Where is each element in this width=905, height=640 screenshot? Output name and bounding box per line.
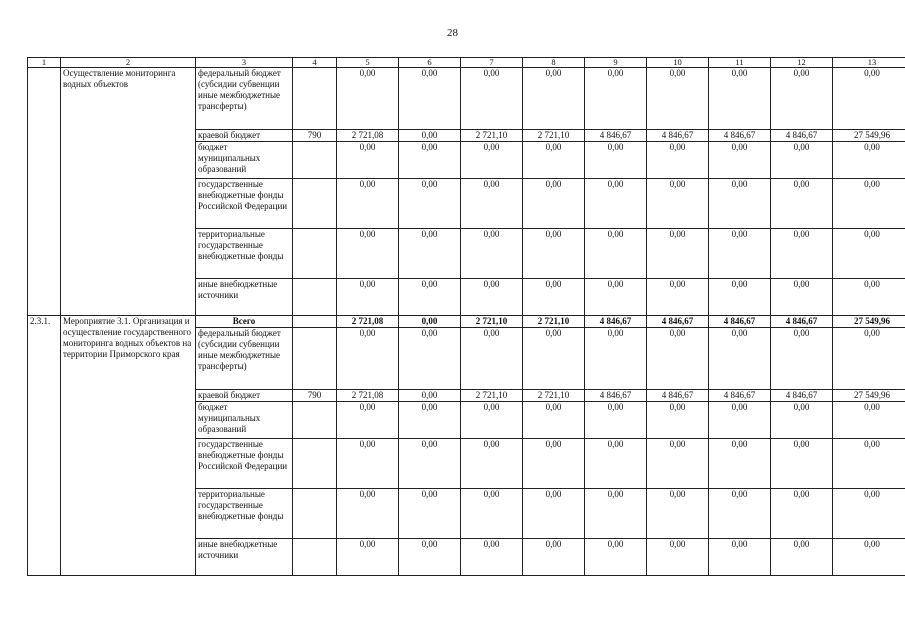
budget-code bbox=[293, 402, 337, 439]
header-cell-7: 7 bbox=[461, 58, 523, 68]
value-cell-col7: 0,00 bbox=[461, 328, 523, 390]
value-cell-col12: 4 846,67 bbox=[771, 130, 833, 142]
value-cell-col7: 0,00 bbox=[461, 68, 523, 130]
value-cell-col8: 0,00 bbox=[523, 328, 585, 390]
value-cell-col11: 0,00 bbox=[709, 402, 771, 439]
value-cell-col13: 0,00 bbox=[833, 142, 905, 179]
value-cell-col9: 0,00 bbox=[585, 402, 647, 439]
value-cell-col13: 0,00 bbox=[833, 539, 905, 576]
value-cell-col11: 0,00 bbox=[709, 539, 771, 576]
value-cell-col5: 0,00 bbox=[337, 229, 399, 279]
value-cell-col13: 27 549,96 bbox=[833, 316, 905, 328]
value-cell-col10: 0,00 bbox=[647, 539, 709, 576]
value-cell-col5: 0,00 bbox=[337, 402, 399, 439]
funding-source: территориальные государственные внебюджетные фонды bbox=[196, 229, 293, 279]
value-cell-col11: 4 846,67 bbox=[709, 316, 771, 328]
value-cell-col9: 4 846,67 bbox=[585, 130, 647, 142]
budget-code bbox=[293, 279, 337, 316]
header-cell-12: 12 bbox=[771, 58, 833, 68]
value-cell-col7: 0,00 bbox=[461, 142, 523, 179]
funding-source: бюджет муниципальных образований bbox=[196, 142, 293, 179]
value-cell-col13: 0,00 bbox=[833, 489, 905, 539]
value-cell-col13: 0,00 bbox=[833, 229, 905, 279]
funding-source: территориальные государственные внебюджетные фонды bbox=[196, 489, 293, 539]
header-cell-11: 11 bbox=[709, 58, 771, 68]
value-cell-col12: 0,00 bbox=[771, 439, 833, 489]
budget-code bbox=[293, 439, 337, 489]
value-cell-col5: 0,00 bbox=[337, 489, 399, 539]
value-cell-col11: 0,00 bbox=[709, 439, 771, 489]
header-cell-9: 9 bbox=[585, 58, 647, 68]
value-cell-col10: 4 846,67 bbox=[647, 130, 709, 142]
value-cell-col6: 0,00 bbox=[399, 489, 461, 539]
value-cell-col7: 0,00 bbox=[461, 179, 523, 229]
value-cell-col13: 27 549,96 bbox=[833, 130, 905, 142]
value-cell-col10: 0,00 bbox=[647, 402, 709, 439]
table-row bbox=[28, 316, 905, 328]
value-cell-col11: 0,00 bbox=[709, 279, 771, 316]
value-cell-col9: 0,00 bbox=[585, 489, 647, 539]
funding-source: федеральный бюджет (субсидии субвенции иные межбюджетные трансферты) bbox=[196, 68, 293, 130]
value-cell-col5: 2 721,08 bbox=[337, 390, 399, 402]
budget-table bbox=[27, 57, 905, 576]
funding-source: государственные внебюджетные фонды Российской Федерации bbox=[196, 179, 293, 229]
value-cell-col10: 0,00 bbox=[647, 229, 709, 279]
value-cell-col9: 0,00 bbox=[585, 142, 647, 179]
value-cell-col8: 2 721,10 bbox=[523, 390, 585, 402]
value-cell-col9: 4 846,67 bbox=[585, 316, 647, 328]
value-cell-col9: 0,00 bbox=[585, 68, 647, 130]
funding-source: иные внебюджетные источники bbox=[196, 539, 293, 576]
value-cell-col6: 0,00 bbox=[399, 316, 461, 328]
value-cell-col6: 0,00 bbox=[399, 179, 461, 229]
value-cell-col8: 0,00 bbox=[523, 142, 585, 179]
funding-source: краевой бюджет bbox=[196, 130, 293, 142]
value-cell-col5: 2 721,08 bbox=[337, 130, 399, 142]
value-cell-col9: 0,00 bbox=[585, 328, 647, 390]
value-cell-col12: 0,00 bbox=[771, 402, 833, 439]
value-cell-col9: 4 846,67 bbox=[585, 390, 647, 402]
value-cell-col5: 0,00 bbox=[337, 142, 399, 179]
value-cell-col11: 4 846,67 bbox=[709, 130, 771, 142]
value-cell-col9: 0,00 bbox=[585, 539, 647, 576]
header-cell-3: 3 bbox=[196, 58, 293, 68]
value-cell-col11: 0,00 bbox=[709, 328, 771, 390]
value-cell-col11: 0,00 bbox=[709, 68, 771, 130]
value-cell-col10: 0,00 bbox=[647, 439, 709, 489]
value-cell-col7: 0,00 bbox=[461, 229, 523, 279]
value-cell-col8: 0,00 bbox=[523, 179, 585, 229]
budget-code bbox=[293, 489, 337, 539]
value-cell-col12: 4 846,67 bbox=[771, 316, 833, 328]
value-cell-col11: 0,00 bbox=[709, 179, 771, 229]
budget-code bbox=[293, 142, 337, 179]
value-cell-col5: 0,00 bbox=[337, 68, 399, 130]
page-number: 28 bbox=[447, 27, 458, 39]
value-cell-col13: 0,00 bbox=[833, 179, 905, 229]
value-cell-col10: 0,00 bbox=[647, 179, 709, 229]
value-cell-col7: 0,00 bbox=[461, 402, 523, 439]
value-cell-col13: 0,00 bbox=[833, 279, 905, 316]
measure-name: Мероприятие 3.1. Организация и осуществление государственного мониторинга водных объектов на территории Приморского края bbox=[61, 316, 196, 576]
value-cell-col6: 0,00 bbox=[399, 439, 461, 489]
value-cell-col10: 0,00 bbox=[647, 68, 709, 130]
value-cell-col7: 2 721,10 bbox=[461, 316, 523, 328]
budget-code bbox=[293, 179, 337, 229]
value-cell-col6: 0,00 bbox=[399, 68, 461, 130]
value-cell-col6: 0,00 bbox=[399, 402, 461, 439]
value-cell-col10: 4 846,67 bbox=[647, 390, 709, 402]
budget-code bbox=[293, 328, 337, 390]
table-row bbox=[28, 68, 905, 130]
value-cell-col5: 0,00 bbox=[337, 279, 399, 316]
value-cell-col7: 0,00 bbox=[461, 439, 523, 489]
value-cell-col10: 4 846,67 bbox=[647, 316, 709, 328]
value-cell-col7: 2 721,10 bbox=[461, 130, 523, 142]
header-cell-5: 5 bbox=[337, 58, 399, 68]
budget-code bbox=[293, 316, 337, 328]
value-cell-col12: 0,00 bbox=[771, 328, 833, 390]
budget-code bbox=[293, 229, 337, 279]
value-cell-col12: 0,00 bbox=[771, 229, 833, 279]
value-cell-col5: 0,00 bbox=[337, 439, 399, 489]
value-cell-col8: 0,00 bbox=[523, 402, 585, 439]
value-cell-col13: 0,00 bbox=[833, 402, 905, 439]
measure-name: Осуществление мониторинга водных объектов bbox=[61, 68, 196, 316]
value-cell-col7: 0,00 bbox=[461, 489, 523, 539]
budget-code: 790 bbox=[293, 390, 337, 402]
value-cell-col11: 4 846,67 bbox=[709, 390, 771, 402]
value-cell-col12: 0,00 bbox=[771, 142, 833, 179]
value-cell-col9: 0,00 bbox=[585, 179, 647, 229]
value-cell-col8: 2 721,10 bbox=[523, 316, 585, 328]
value-cell-col13: 27 549,96 bbox=[833, 390, 905, 402]
value-cell-col11: 0,00 bbox=[709, 229, 771, 279]
budget-code: 790 bbox=[293, 130, 337, 142]
value-cell-col12: 0,00 bbox=[771, 539, 833, 576]
funding-source: государственные внебюджетные фонды Российской Федерации bbox=[196, 439, 293, 489]
value-cell-col11: 0,00 bbox=[709, 489, 771, 539]
header-cell-1: 1 bbox=[28, 58, 61, 68]
value-cell-col12: 0,00 bbox=[771, 68, 833, 130]
value-cell-col7: 0,00 bbox=[461, 279, 523, 316]
value-cell-col9: 0,00 bbox=[585, 279, 647, 316]
header-cell-13: 13 bbox=[833, 58, 905, 68]
value-cell-col8: 0,00 bbox=[523, 489, 585, 539]
value-cell-col10: 0,00 bbox=[647, 142, 709, 179]
value-cell-col10: 0,00 bbox=[647, 489, 709, 539]
row-number bbox=[28, 68, 61, 316]
value-cell-col12: 0,00 bbox=[771, 279, 833, 316]
row-number: 2.3.1. bbox=[28, 316, 61, 576]
value-cell-col5: 0,00 bbox=[337, 539, 399, 576]
value-cell-col13: 0,00 bbox=[833, 68, 905, 130]
value-cell-col6: 0,00 bbox=[399, 279, 461, 316]
value-cell-col6: 0,00 bbox=[399, 328, 461, 390]
header-cell-4: 4 bbox=[293, 58, 337, 68]
funding-source: федеральный бюджет (субсидии субвенции иные межбюджетные трансферты) bbox=[196, 328, 293, 390]
value-cell-col6: 0,00 bbox=[399, 390, 461, 402]
value-cell-col8: 0,00 bbox=[523, 68, 585, 130]
value-cell-col6: 0,00 bbox=[399, 130, 461, 142]
value-cell-col7: 2 721,10 bbox=[461, 390, 523, 402]
header-cell-8: 8 bbox=[523, 58, 585, 68]
value-cell-col6: 0,00 bbox=[399, 539, 461, 576]
value-cell-col13: 0,00 bbox=[833, 328, 905, 390]
value-cell-col12: 4 846,67 bbox=[771, 390, 833, 402]
funding-source: бюджет муниципальных образований bbox=[196, 402, 293, 439]
value-cell-col12: 0,00 bbox=[771, 489, 833, 539]
value-cell-col6: 0,00 bbox=[399, 229, 461, 279]
budget-code bbox=[293, 68, 337, 130]
value-cell-col5: 0,00 bbox=[337, 179, 399, 229]
header-cell-10: 10 bbox=[647, 58, 709, 68]
value-cell-col5: 2 721,08 bbox=[337, 316, 399, 328]
value-cell-col12: 0,00 bbox=[771, 179, 833, 229]
budget-code bbox=[293, 539, 337, 576]
value-cell-col8: 0,00 bbox=[523, 279, 585, 316]
value-cell-col7: 0,00 bbox=[461, 539, 523, 576]
value-cell-col8: 0,00 bbox=[523, 229, 585, 279]
value-cell-col5: 0,00 bbox=[337, 328, 399, 390]
value-cell-col6: 0,00 bbox=[399, 142, 461, 179]
value-cell-col8: 0,00 bbox=[523, 539, 585, 576]
value-cell-col9: 0,00 bbox=[585, 229, 647, 279]
funding-source: иные внебюджетные источники bbox=[196, 279, 293, 316]
value-cell-col10: 0,00 bbox=[647, 328, 709, 390]
value-cell-col13: 0,00 bbox=[833, 439, 905, 489]
value-cell-col10: 0,00 bbox=[647, 279, 709, 316]
value-cell-col8: 2 721,10 bbox=[523, 130, 585, 142]
funding-source: Всего bbox=[196, 316, 293, 328]
header-cell-6: 6 bbox=[399, 58, 461, 68]
value-cell-col11: 0,00 bbox=[709, 142, 771, 179]
value-cell-col8: 0,00 bbox=[523, 439, 585, 489]
value-cell-col9: 0,00 bbox=[585, 439, 647, 489]
funding-source: краевой бюджет bbox=[196, 390, 293, 402]
header-row bbox=[28, 58, 905, 68]
header-cell-2: 2 bbox=[61, 58, 196, 68]
